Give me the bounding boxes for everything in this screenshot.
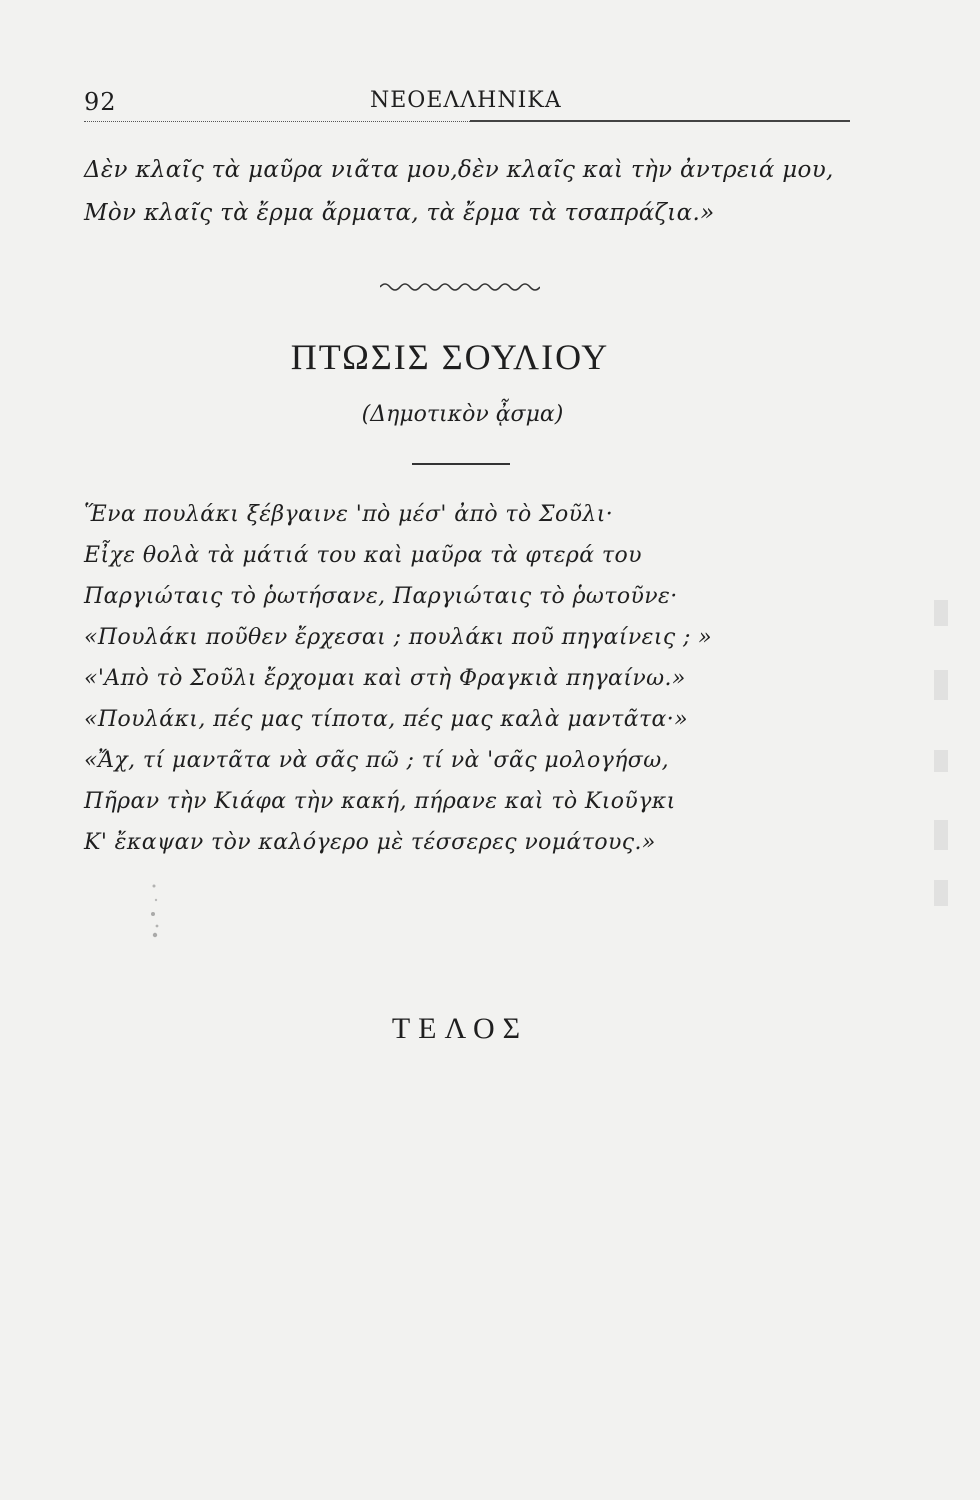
wavy-ornament [380,280,540,294]
poem-line: Εἶχε θολὰ τὰ μάτιά του καὶ μαῦρα τὰ φτερά του [84,543,642,568]
poem-line: Πῆραν τὴν Κιάφα τὴν κακή, πήρανε καὶ τὸ Κιοῦγκι [84,789,676,814]
previous-poem-line: Μὸν κλαῖς τὰ ἔρμα ἄρματα, τὰ ἔρμα τὰ τσαπράζια.» [84,200,715,226]
poem-line: «Ἄχ, τί μαντᾶτα νὰ σᾶς πῶ ; τί νὰ 'σᾶς μολογήσω, [84,748,669,773]
page-number: 92 [84,88,117,116]
poem-line: «'Απὸ τὸ Σοῦλι ἔρχομαι καὶ στὴ Φραγκιὰ πηγαίνω.» [84,666,686,691]
ink-smudge [146,880,164,940]
poem-line: Παργιώταις τὸ ῥωτήσανε, Παργιώταις τὸ ῥωτοῦνε· [84,584,678,609]
running-title: ΝΕΟΕΛΛΗΝΙΚΑ [370,88,562,113]
poem-line: Κ' ἔκαψαν τὸν καλόγερο μὲ τέσσερες νομάτους.» [84,830,656,855]
running-head [84,88,850,118]
bleed-through-marks [926,600,956,920]
end-word: ΤΕΛΟΣ [391,1012,529,1045]
header-rule-solid [470,120,850,122]
previous-poem-line: Δὲν κλαῖς τὰ μαῦρα νιᾶτα μου,δὲν κλαῖς καὶ τὴν ἀντρειά μου, [84,157,834,183]
title-rule [412,463,510,465]
poem-subtitle: (Δημοτικὸν ᾆσμα) [361,402,564,427]
poem-title: ΠΤΩΣΙΣ ΣΟΥΛΙΟΥ [290,337,610,377]
poem-line: «Πουλάκι, πές μας τίποτα, πές μας καλὰ μαντᾶτα·» [84,707,689,732]
poem-line: «Πουλάκι ποῦθεν ἔρχεσαι ; πουλάκι ποῦ πηγαίνεις ; » [84,625,713,650]
poem-line: Ἕνα πουλάκι ξέβγαινε 'πὸ μέσ' ἀπὸ τὸ Σοῦλι· [84,502,614,527]
